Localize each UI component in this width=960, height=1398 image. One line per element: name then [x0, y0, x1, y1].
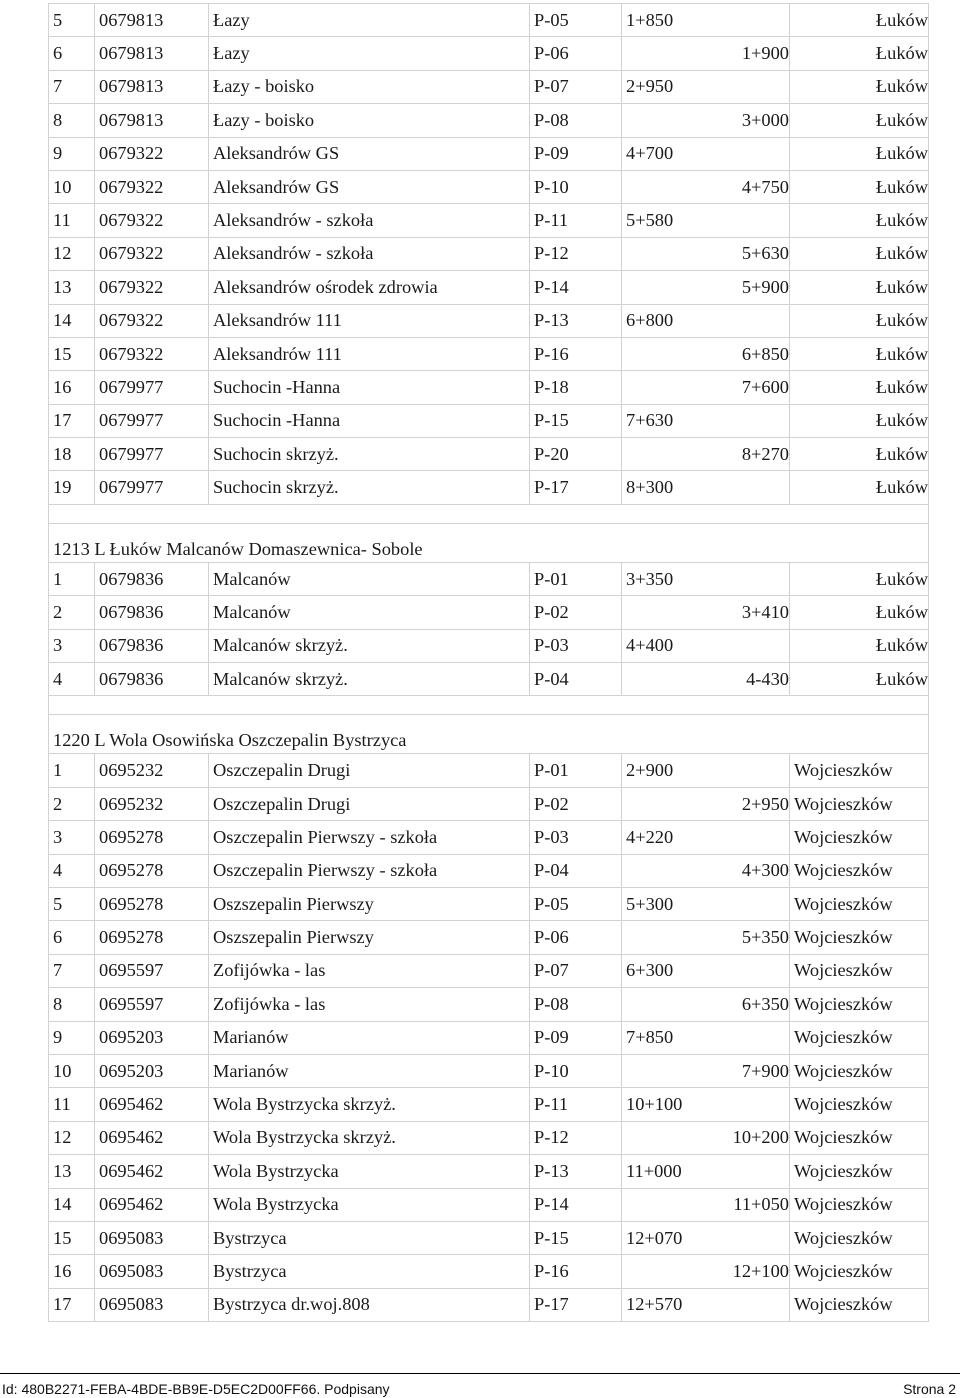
- stop-code-cell: P-07: [530, 70, 622, 103]
- stop-name-cell: Malcanów skrzyż.: [209, 629, 530, 662]
- gmina-cell: Łuków: [790, 37, 929, 70]
- stop-name-cell: Bystrzyca: [209, 1221, 530, 1254]
- teryt-id-cell: 0695083: [95, 1255, 209, 1288]
- gmina-cell: Łuków: [790, 629, 929, 662]
- stop-code-cell: P-09: [530, 1021, 622, 1054]
- teryt-id-cell: 0679836: [95, 629, 209, 662]
- stop-code-cell: P-14: [530, 1188, 622, 1221]
- row-number-cell: 10: [49, 170, 95, 203]
- row-number-cell: 10: [49, 1054, 95, 1087]
- table-row: [49, 137, 929, 170]
- kilometer-cell: 4+700: [622, 137, 790, 170]
- kilometer-cell: 7+900: [622, 1054, 790, 1087]
- stop-code-cell: P-04: [530, 854, 622, 887]
- stop-code-cell: P-10: [530, 170, 622, 203]
- kilometer-cell: 2+950: [622, 70, 790, 103]
- row-number-cell: 17: [49, 404, 95, 437]
- row-number-cell: 9: [49, 1021, 95, 1054]
- row-number-cell: 4: [49, 854, 95, 887]
- kilometer-cell: 7+850: [622, 1021, 790, 1054]
- table-row: [49, 1221, 929, 1254]
- teryt-id-cell: 0679322: [95, 204, 209, 237]
- stop-code-cell: P-20: [530, 438, 622, 471]
- teryt-id-cell: 0695203: [95, 1021, 209, 1054]
- stop-name-cell: Malcanów skrzyż.: [209, 663, 530, 696]
- kilometer-cell: 11+050: [622, 1188, 790, 1221]
- stop-name-cell: Wola Bystrzycka skrzyż.: [209, 1088, 530, 1121]
- gmina-cell: Łuków: [790, 404, 929, 437]
- stop-code-cell: P-15: [530, 404, 622, 437]
- row-number-cell: 16: [49, 1255, 95, 1288]
- row-number-cell: 5: [49, 4, 95, 37]
- teryt-id-cell: 0679813: [95, 104, 209, 137]
- stop-name-cell: Zofijówka - las: [209, 954, 530, 987]
- stop-name-cell: Suchocin skrzyż.: [209, 471, 530, 504]
- row-number-cell: 18: [49, 438, 95, 471]
- teryt-id-cell: 0679836: [95, 562, 209, 595]
- table-row: [49, 1088, 929, 1121]
- table-row: [49, 663, 929, 696]
- stop-name-cell: Malcanów: [209, 596, 530, 629]
- row-number-cell: 12: [49, 237, 95, 270]
- table-row: [49, 337, 929, 370]
- kilometer-cell: 6+300: [622, 954, 790, 987]
- teryt-id-cell: 0679977: [95, 438, 209, 471]
- kilometer-cell: 11+000: [622, 1155, 790, 1188]
- table-row: [49, 371, 929, 404]
- table-row: [49, 37, 929, 70]
- stop-name-cell: Łazy: [209, 4, 530, 37]
- teryt-id-cell: 0695232: [95, 754, 209, 787]
- kilometer-cell: 4+400: [622, 629, 790, 662]
- row-number-cell: 16: [49, 371, 95, 404]
- road-section-heading: [49, 523, 929, 562]
- kilometer-cell: 7+600: [622, 371, 790, 404]
- stop-name-cell: Aleksandrów - szkoła: [209, 237, 530, 270]
- kilometer-cell: 1+900: [622, 37, 790, 70]
- row-number-cell: 19: [49, 471, 95, 504]
- table-row: [49, 954, 929, 987]
- table-row: [49, 921, 929, 954]
- kilometer-cell: 5+580: [622, 204, 790, 237]
- table-row: [49, 629, 929, 662]
- page-number: Strona 2: [903, 1381, 956, 1397]
- kilometer-cell: 5+300: [622, 887, 790, 920]
- row-number-cell: 14: [49, 304, 95, 337]
- kilometer-cell: 5+900: [622, 271, 790, 304]
- kilometer-cell: 3+000: [622, 104, 790, 137]
- gmina-cell: Łuków: [790, 438, 929, 471]
- table-row: [49, 562, 929, 595]
- stop-code-cell: P-05: [530, 887, 622, 920]
- row-number-cell: 3: [49, 629, 95, 662]
- row-number-cell: 6: [49, 921, 95, 954]
- row-number-cell: 3: [49, 821, 95, 854]
- row-number-cell: 6: [49, 37, 95, 70]
- gmina-cell: Wojcieszków: [790, 954, 929, 987]
- stop-code-cell: P-02: [530, 787, 622, 820]
- kilometer-cell: 4+300: [622, 854, 790, 887]
- stop-name-cell: Łazy - boisko: [209, 70, 530, 103]
- teryt-id-cell: 0679813: [95, 37, 209, 70]
- table-row: [49, 596, 929, 629]
- teryt-id-cell: 0695232: [95, 787, 209, 820]
- table-row: [49, 1121, 929, 1154]
- row-number-cell: 17: [49, 1288, 95, 1321]
- teryt-id-cell: 0679322: [95, 170, 209, 203]
- stop-code-cell: P-12: [530, 237, 622, 270]
- table-row: [49, 404, 929, 437]
- row-number-cell: 2: [49, 787, 95, 820]
- teryt-id-cell: 0695597: [95, 988, 209, 1021]
- stop-name-cell: Bystrzyca: [209, 1255, 530, 1288]
- stop-name-cell: Suchocin -Hanna: [209, 371, 530, 404]
- stop-name-cell: Suchocin skrzyż.: [209, 438, 530, 471]
- kilometer-cell: 5+630: [622, 237, 790, 270]
- table-row: [49, 104, 929, 137]
- table-row: [49, 1021, 929, 1054]
- kilometer-cell: 8+300: [622, 471, 790, 504]
- teryt-id-cell: 0679977: [95, 404, 209, 437]
- stop-code-cell: P-07: [530, 954, 622, 987]
- stop-code-cell: P-16: [530, 337, 622, 370]
- teryt-id-cell: 0679977: [95, 471, 209, 504]
- table-row: [49, 70, 929, 103]
- row-number-cell: 5: [49, 887, 95, 920]
- teryt-id-cell: 0695462: [95, 1155, 209, 1188]
- bus-stops-table: [48, 3, 929, 1322]
- stop-code-cell: P-09: [530, 137, 622, 170]
- row-number-cell: 15: [49, 1221, 95, 1254]
- gmina-cell: Wojcieszków: [790, 1021, 929, 1054]
- stop-code-cell: P-01: [530, 754, 622, 787]
- row-number-cell: 4: [49, 663, 95, 696]
- teryt-id-cell: 0695278: [95, 921, 209, 954]
- gmina-cell: Wojcieszków: [790, 1188, 929, 1221]
- stop-name-cell: Wola Bystrzycka: [209, 1188, 530, 1221]
- row-number-cell: 1: [49, 562, 95, 595]
- document-page: [48, 3, 928, 1322]
- stop-code-cell: P-15: [530, 1221, 622, 1254]
- table-row: [49, 1255, 929, 1288]
- teryt-id-cell: 0679813: [95, 4, 209, 37]
- row-number-cell: 14: [49, 1188, 95, 1221]
- stop-name-cell: Bystrzyca dr.woj.808: [209, 1288, 530, 1321]
- gmina-cell: Łuków: [790, 304, 929, 337]
- stop-code-cell: P-03: [530, 629, 622, 662]
- stop-name-cell: Wola Bystrzycka: [209, 1155, 530, 1188]
- gmina-cell: Łuków: [790, 237, 929, 270]
- table-row: [49, 1288, 929, 1321]
- stop-code-cell: P-11: [530, 204, 622, 237]
- stop-name-cell: Marianów: [209, 1054, 530, 1087]
- row-number-cell: 13: [49, 271, 95, 304]
- teryt-id-cell: 0695462: [95, 1188, 209, 1221]
- teryt-id-cell: 0679813: [95, 70, 209, 103]
- section-spacer: [49, 696, 929, 715]
- document-id-text: Id: 480B2271-FEBA-4BDE-BB9E-D5EC2D00FF66. Podpisany: [2, 1381, 390, 1397]
- gmina-cell: Wojcieszków: [790, 1255, 929, 1288]
- stop-code-cell: P-17: [530, 471, 622, 504]
- stop-code-cell: P-13: [530, 304, 622, 337]
- kilometer-cell: 12+100: [622, 1255, 790, 1288]
- kilometer-cell: 6+350: [622, 988, 790, 1021]
- row-number-cell: 7: [49, 70, 95, 103]
- table-row: [49, 170, 929, 203]
- teryt-id-cell: 0679322: [95, 337, 209, 370]
- kilometer-cell: 2+900: [622, 754, 790, 787]
- kilometer-cell: 4+220: [622, 821, 790, 854]
- gmina-cell: Łuków: [790, 170, 929, 203]
- gmina-cell: Łuków: [790, 371, 929, 404]
- teryt-id-cell: 0679322: [95, 237, 209, 270]
- gmina-cell: Łuków: [790, 104, 929, 137]
- stop-name-cell: Marianów: [209, 1021, 530, 1054]
- stop-code-cell: P-10: [530, 1054, 622, 1087]
- stop-name-cell: Aleksandrów ośrodek zdrowia: [209, 271, 530, 304]
- stop-code-cell: P-14: [530, 271, 622, 304]
- table-row: [49, 887, 929, 920]
- gmina-cell: Wojcieszków: [790, 854, 929, 887]
- row-number-cell: 11: [49, 204, 95, 237]
- stop-code-cell: P-05: [530, 4, 622, 37]
- teryt-id-cell: 0695083: [95, 1288, 209, 1321]
- kilometer-cell: 4-430: [622, 663, 790, 696]
- gmina-cell: Łuków: [790, 663, 929, 696]
- kilometer-cell: 12+570: [622, 1288, 790, 1321]
- gmina-cell: Łuków: [790, 271, 929, 304]
- teryt-id-cell: 0695462: [95, 1088, 209, 1121]
- teryt-id-cell: 0679977: [95, 371, 209, 404]
- teryt-id-cell: 0695083: [95, 1221, 209, 1254]
- gmina-cell: Łuków: [790, 337, 929, 370]
- road-section-heading: [49, 715, 929, 754]
- teryt-id-cell: 0679322: [95, 137, 209, 170]
- gmina-cell: Łuków: [790, 596, 929, 629]
- gmina-cell: Wojcieszków: [790, 921, 929, 954]
- page-footer: [0, 1373, 960, 1398]
- stop-code-cell: P-06: [530, 37, 622, 70]
- stop-name-cell: Oszczepalin Pierwszy - szkoła: [209, 854, 530, 887]
- row-number-cell: 9: [49, 137, 95, 170]
- stop-name-cell: Oszczepalin Pierwszy - szkoła: [209, 821, 530, 854]
- stop-name-cell: Wola Bystrzycka skrzyż.: [209, 1121, 530, 1154]
- gmina-cell: Wojcieszków: [790, 1221, 929, 1254]
- gmina-cell: Wojcieszków: [790, 754, 929, 787]
- table-row: [49, 4, 929, 37]
- stop-code-cell: P-08: [530, 988, 622, 1021]
- kilometer-cell: 4+750: [622, 170, 790, 203]
- stop-code-cell: P-16: [530, 1255, 622, 1288]
- kilometer-cell: 7+630: [622, 404, 790, 437]
- row-number-cell: 13: [49, 1155, 95, 1188]
- road-section-title: 1213 L Łuków Malcanów Domaszewnica- Sobole: [49, 523, 929, 562]
- row-number-cell: 7: [49, 954, 95, 987]
- teryt-id-cell: 0679836: [95, 663, 209, 696]
- gmina-cell: Łuków: [790, 471, 929, 504]
- stop-name-cell: Oszszepalin Pierwszy: [209, 921, 530, 954]
- stop-name-cell: Oszczepalin Drugi: [209, 754, 530, 787]
- stop-code-cell: P-03: [530, 821, 622, 854]
- stop-name-cell: Łazy: [209, 37, 530, 70]
- gmina-cell: Łuków: [790, 70, 929, 103]
- row-number-cell: 2: [49, 596, 95, 629]
- stop-name-cell: Aleksandrów GS: [209, 170, 530, 203]
- stop-name-cell: Suchocin -Hanna: [209, 404, 530, 437]
- teryt-id-cell: 0695278: [95, 821, 209, 854]
- teryt-id-cell: 0695203: [95, 1054, 209, 1087]
- table-row: [49, 1188, 929, 1221]
- teryt-id-cell: 0679322: [95, 304, 209, 337]
- stop-code-cell: P-08: [530, 104, 622, 137]
- gmina-cell: Wojcieszków: [790, 1288, 929, 1321]
- stop-name-cell: Aleksandrów - szkoła: [209, 204, 530, 237]
- kilometer-cell: 10+100: [622, 1088, 790, 1121]
- kilometer-cell: 12+070: [622, 1221, 790, 1254]
- kilometer-cell: 3+350: [622, 562, 790, 595]
- stop-name-cell: Zofijówka - las: [209, 988, 530, 1021]
- stop-code-cell: P-02: [530, 596, 622, 629]
- table-row: [49, 1155, 929, 1188]
- table-row: [49, 754, 929, 787]
- table-row: [49, 438, 929, 471]
- gmina-cell: Wojcieszków: [790, 887, 929, 920]
- stop-code-cell: P-18: [530, 371, 622, 404]
- row-number-cell: 8: [49, 104, 95, 137]
- teryt-id-cell: 0679836: [95, 596, 209, 629]
- table-row: [49, 821, 929, 854]
- stop-code-cell: P-17: [530, 1288, 622, 1321]
- kilometer-cell: 1+850: [622, 4, 790, 37]
- gmina-cell: Wojcieszków: [790, 1088, 929, 1121]
- table-row: [49, 304, 929, 337]
- stop-name-cell: Aleksandrów GS: [209, 137, 530, 170]
- kilometer-cell: 2+950: [622, 787, 790, 820]
- stop-code-cell: P-11: [530, 1088, 622, 1121]
- table-row: [49, 854, 929, 887]
- table-row: [49, 1054, 929, 1087]
- kilometer-cell: 6+850: [622, 337, 790, 370]
- table-row: [49, 204, 929, 237]
- stop-name-cell: Oszszepalin Pierwszy: [209, 887, 530, 920]
- table-row: [49, 787, 929, 820]
- gmina-cell: Wojcieszków: [790, 821, 929, 854]
- gmina-cell: Wojcieszków: [790, 787, 929, 820]
- row-number-cell: 8: [49, 988, 95, 1021]
- table-row: [49, 471, 929, 504]
- stop-code-cell: P-13: [530, 1155, 622, 1188]
- teryt-id-cell: 0695278: [95, 887, 209, 920]
- stop-name-cell: Aleksandrów 111: [209, 304, 530, 337]
- row-number-cell: 11: [49, 1088, 95, 1121]
- stop-name-cell: Aleksandrów 111: [209, 337, 530, 370]
- table-row: [49, 271, 929, 304]
- row-number-cell: 12: [49, 1121, 95, 1154]
- kilometer-cell: 5+350: [622, 921, 790, 954]
- kilometer-cell: 3+410: [622, 596, 790, 629]
- stop-code-cell: P-12: [530, 1121, 622, 1154]
- gmina-cell: Wojcieszków: [790, 1054, 929, 1087]
- stop-name-cell: Łazy - boisko: [209, 104, 530, 137]
- gmina-cell: Wojcieszków: [790, 988, 929, 1021]
- section-spacer: [49, 504, 929, 523]
- gmina-cell: Łuków: [790, 4, 929, 37]
- stop-code-cell: P-01: [530, 562, 622, 595]
- teryt-id-cell: 0695278: [95, 854, 209, 887]
- table-row: [49, 237, 929, 270]
- gmina-cell: Wojcieszków: [790, 1121, 929, 1154]
- row-number-cell: 15: [49, 337, 95, 370]
- gmina-cell: Łuków: [790, 562, 929, 595]
- gmina-cell: Wojcieszków: [790, 1155, 929, 1188]
- gmina-cell: Łuków: [790, 137, 929, 170]
- teryt-id-cell: 0695462: [95, 1121, 209, 1154]
- kilometer-cell: 8+270: [622, 438, 790, 471]
- teryt-id-cell: 0679322: [95, 271, 209, 304]
- gmina-cell: Łuków: [790, 204, 929, 237]
- stop-code-cell: P-06: [530, 921, 622, 954]
- road-section-title: 1220 L Wola Osowińska Oszczepalin Bystrzyca: [49, 715, 929, 754]
- teryt-id-cell: 0695597: [95, 954, 209, 987]
- stop-code-cell: P-04: [530, 663, 622, 696]
- kilometer-cell: 10+200: [622, 1121, 790, 1154]
- table-row: [49, 988, 929, 1021]
- kilometer-cell: 6+800: [622, 304, 790, 337]
- stop-name-cell: Malcanów: [209, 562, 530, 595]
- row-number-cell: 1: [49, 754, 95, 787]
- stop-name-cell: Oszczepalin Drugi: [209, 787, 530, 820]
